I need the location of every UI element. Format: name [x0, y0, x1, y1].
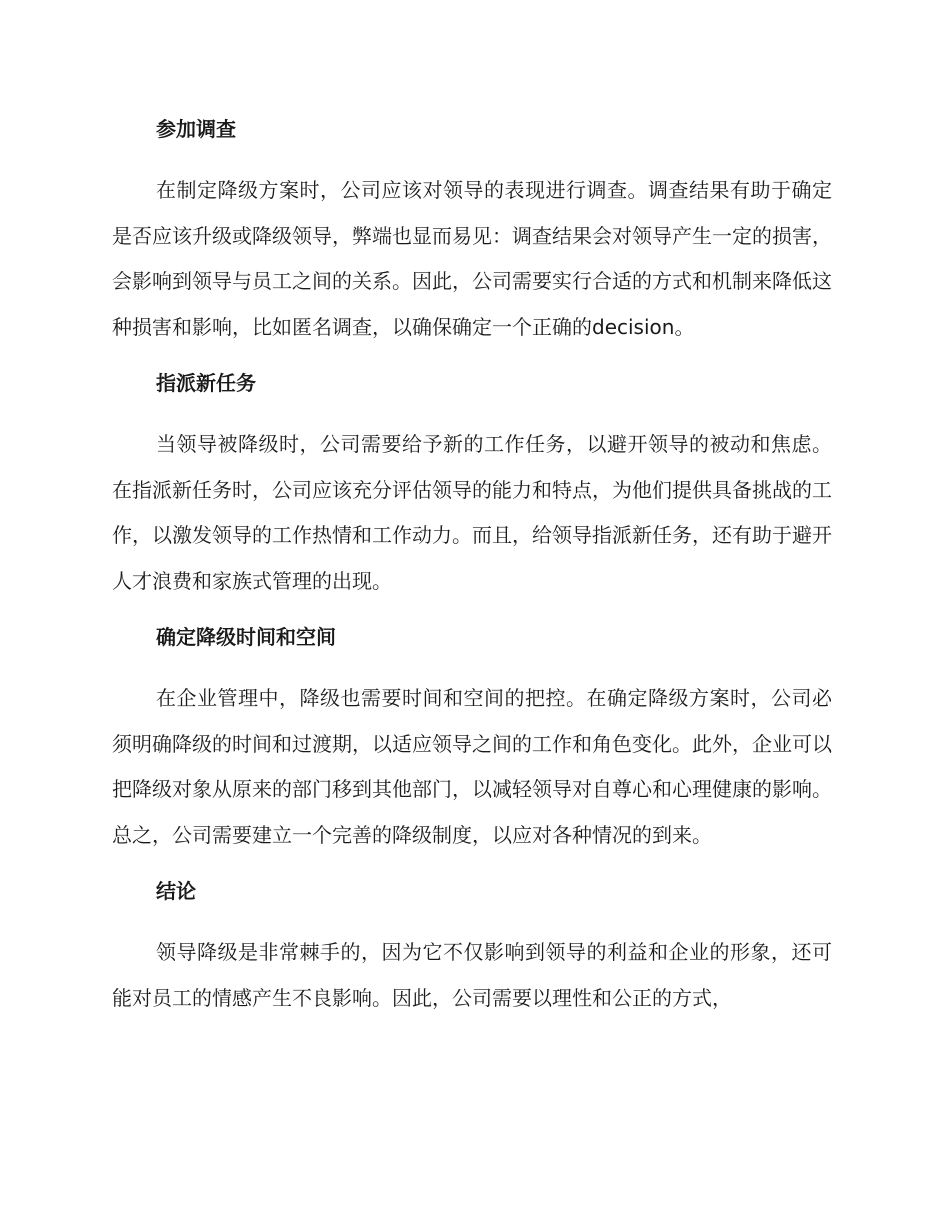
- section-paragraph-conclusion: 领导降级是非常棘手的，因为它不仅影响到领导的利益和企业的形象，还可能对员工的情感产生不良影响。因此，公司需要以理性和公正的方式，: [112, 940, 832, 1010]
- section-heading-new-task: 指派新任务: [156, 371, 256, 395]
- section-heading-time-space: 确定降级时间和空间: [156, 625, 336, 649]
- section-heading-survey: 参加调查: [156, 117, 236, 141]
- section-heading-conclusion: 结论: [156, 879, 196, 903]
- section-paragraph-time-space: 在企业管理中，降级也需要时间和空间的把控。在确定降级方案时，公司必须明确降级的时间和过渡期，以适应领导之间的工作和角色变化。此外，企业可以把降级对象从原来的部门移到其他部门，以减轻领导对自尊心和心理健康的影响。总之，公司需要建立一个完善的降级制度，以应对各种情况的到来。: [112, 686, 832, 847]
- section-paragraph-new-task: 当领导被降级时，公司需要给予新的工作任务，以避开领导的被动和焦虑。在指派新任务时，公司应该充分评估领导的能力和特点，为他们提供具备挑战的工作，以激发领导的工作热情和工作动力。而且，给领导指派新任务，还有助于避开人才浪费和家族式管理的出现。: [112, 432, 832, 593]
- section-paragraph-survey: 在制定降级方案时，公司应该对领导的表现进行调查。调查结果有助于确定是否应该升级或降级领导，弊端也显而易见：调查结果会对领导产生一定的损害，会影响到领导与员工之间的关系。因此，公司需要实行合适的方式和机制来降低这种损害和影响，比如匿名调查，以确保确定一个正确的decision。: [112, 178, 832, 339]
- document-page: [112, 110, 832, 1021]
